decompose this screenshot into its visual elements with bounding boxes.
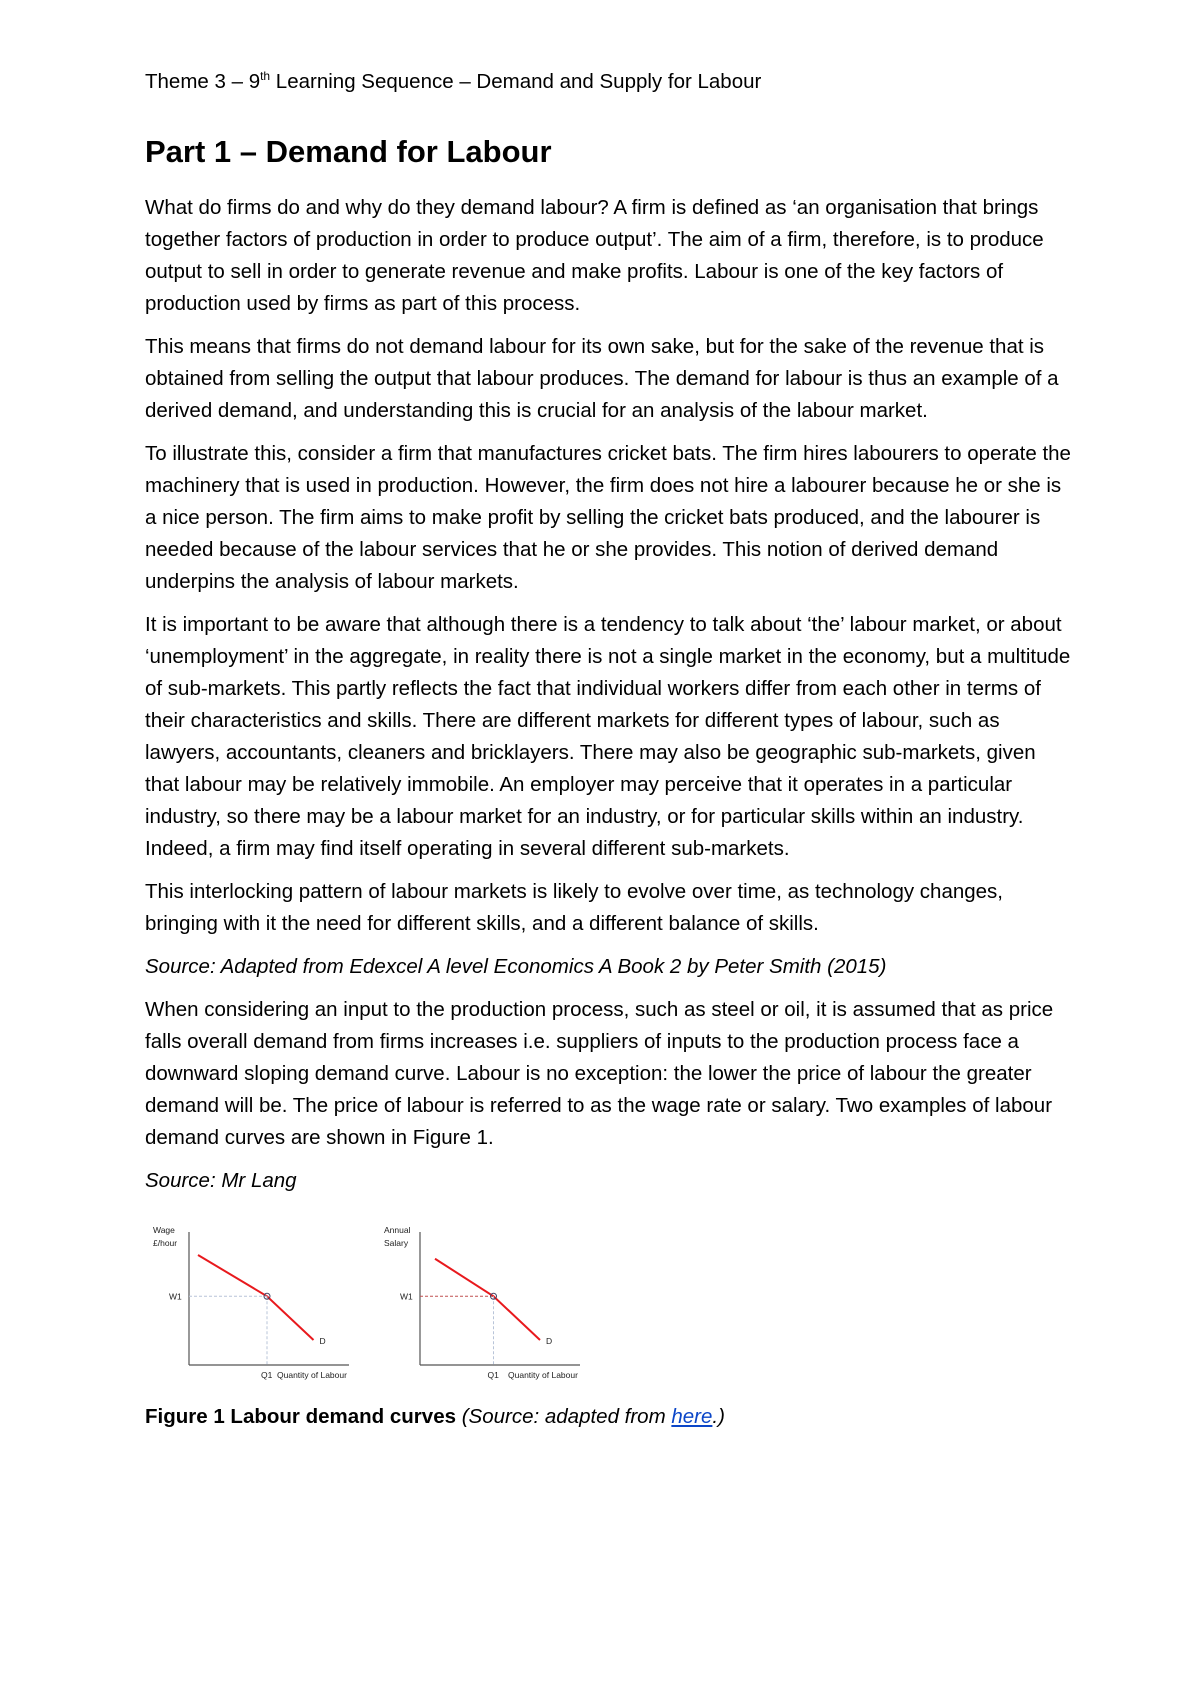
figure-caption bbox=[145, 1401, 1075, 1433]
w1-tick-label: W1 bbox=[400, 1291, 413, 1302]
q1-tick-label: Q1 bbox=[487, 1370, 499, 1380]
document-header bbox=[145, 68, 1075, 96]
y-axis-label-line-0: Wage bbox=[153, 1225, 175, 1235]
x-axis-label: Quantity of Labour bbox=[508, 1370, 578, 1380]
section-heading: Part 1 – Demand for Labour bbox=[145, 134, 552, 169]
demand-curve bbox=[435, 1259, 540, 1340]
paragraph-2: This means that firms do not demand labour for its own sake, but for the sake of the revenue that is obtained from selling the output that labour produces. The demand for labour is thus an example of a derived demand, and understanding this is crucial for an analysis of the labour market. bbox=[145, 335, 1059, 422]
caption-source-suffix: .) bbox=[712, 1405, 725, 1428]
labour-demand-chart-wage bbox=[145, 1213, 360, 1393]
caption-title: Figure 1 Labour demand curves bbox=[145, 1405, 456, 1428]
paragraph-6: When considering an input to the production process, such as steel or oil, it is assumed that as price falls overall demand from firms increases i.e. suppliers of inputs to the production process face a downward sloping demand curve. Labour is no exception: the lower the price of labour the greater demand will be. The price of labour is referred to as the wage rate or salary. Two examples of labour demand curves are shown in Figure 1. bbox=[145, 998, 1054, 1149]
figure-1-charts bbox=[145, 1213, 1075, 1393]
document-page bbox=[145, 68, 1075, 1433]
y-axis-label-line-0: Annual bbox=[384, 1225, 411, 1235]
demand-curve bbox=[198, 1255, 314, 1340]
header-text-post: Learning Sequence – Demand and Supply for Labour bbox=[270, 70, 762, 93]
q1-tick-label: Q1 bbox=[261, 1370, 273, 1380]
y-axis-label-line-1: £/hour bbox=[153, 1238, 178, 1248]
caption-source-prefix: (Source: adapted from bbox=[456, 1405, 672, 1428]
paragraph-1: What do firms do and why do they demand labour? A firm is defined as ‘an organisation that brings together factors of production in order to produce output’. The aim of a firm, therefore, is to produce output to sell in order to generate revenue and make profits. Labour is one of the key factors of production used by firms as part of this process. bbox=[145, 196, 1044, 315]
demand-curve-label: D bbox=[319, 1336, 326, 1346]
paragraph-4: It is important to be aware that although there is a tendency to talk about ‘the’ labour market, or about ‘unemployment’ in the aggregate, in reality there is not a single market in the economy, but a multitude of sub-markets. This partly reflects the fact that individual workers differ from each other in terms of their characteristics and skills. There are different markets for different types of labour, such as lawyers, accountants, cleaners and bricklayers. There may also be geographic sub-markets, given that labour may be relatively immobile. An employer may perceive that it operates in a particular industry, so there may be a labour market for an industry, or for particular skills within an industry. Indeed, a firm may find itself operating in several different sub-markets. bbox=[145, 613, 1071, 860]
source-citation-2: Source: Mr Lang bbox=[145, 1169, 297, 1192]
y-axis-label-line-1: Salary bbox=[384, 1238, 409, 1248]
demand-curve-label: D bbox=[546, 1336, 553, 1346]
labour-demand-chart-salary bbox=[365, 1213, 585, 1393]
paragraph-5: This interlocking pattern of labour markets is likely to evolve over time, as technology changes, bringing with it the need for different skills, and a different balance of skills. bbox=[145, 880, 1003, 935]
x-axis-label: Quantity of Labour bbox=[277, 1370, 347, 1380]
header-superscript: th bbox=[260, 69, 271, 84]
w1-tick-label: W1 bbox=[169, 1291, 182, 1302]
source-citation-1: Source: Adapted from Edexcel A level Economics A Book 2 by Peter Smith (2015) bbox=[145, 955, 887, 978]
caption-link-here[interactable]: here bbox=[671, 1405, 713, 1428]
header-text-pre: Theme 3 – 9 bbox=[145, 70, 261, 93]
paragraph-3: To illustrate this, consider a firm that manufactures cricket bats. The firm hires labourers to operate the machinery that is used in production. However, the firm does not hire a labourer because he or she is a nice person. The firm aims to make profit by selling the cricket bats produced, and the labourer is needed because of the labour services that he or she provides. This notion of derived demand underpins the analysis of labour markets. bbox=[145, 442, 1071, 593]
